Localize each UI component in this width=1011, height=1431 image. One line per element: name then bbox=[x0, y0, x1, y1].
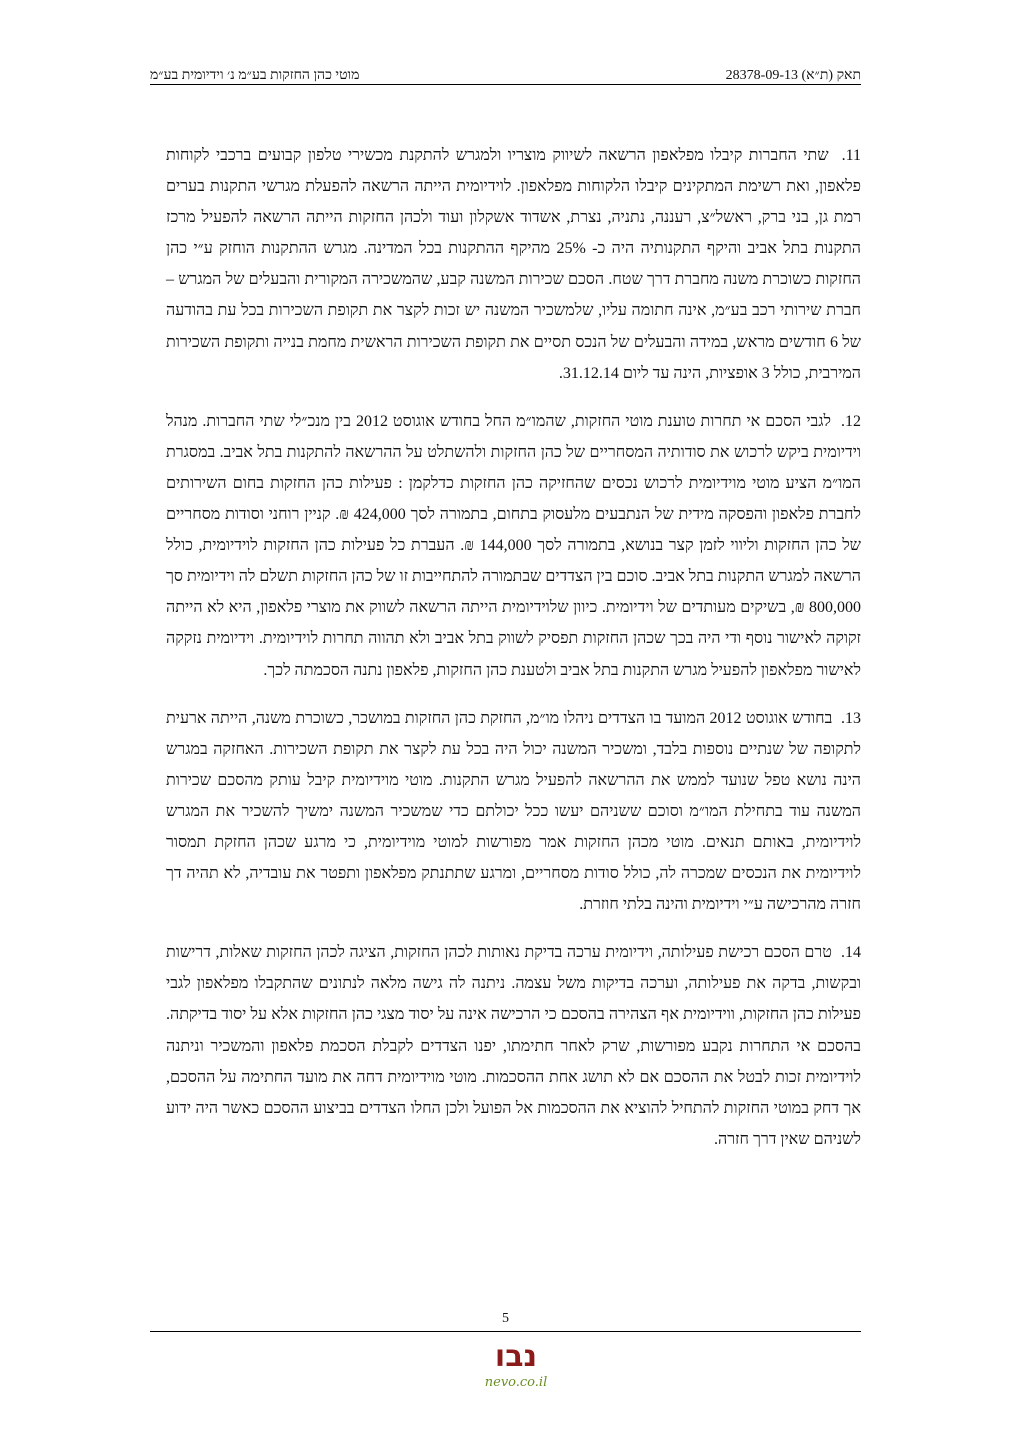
case-title: מוטי כהן החזקות בע״מ נ׳ וידיומית בע״מ bbox=[150, 68, 360, 83]
paragraph-text: טרם הסכם רכישת פעילותה, וידיומית ערכה בדיקת נאותות לכהן החזקות, הציגה לכהן החזקות שאלות, דרישות ובקשות, בדקה את פעילותה, וערכה בדיקות משל עצמה. ניתנה לה גישה מלאה לנתונים שהתקבלו מפלאפון לגבי פעילות כהן החזקות, ווידיומית אף הצהירה בהסכם כי הרכישה אינה על יסוד מצגי כהן החזקות אלא על יסוד בדיקתה. בהסכם אי התחרות נקבע מפורשות, שרק לאחר חתימתו, יפנו הצדדים לקבלת הסכמת פלאפון והמשכיר וניתנה לוידיומית זכות לבטל את ההסכם אם לא תושג אחת ההסכמות. מוטי מוידיומית דחה את מועד החתימה על ההסכם, אך דחק במוטי החזקות להתחיל להוציא את ההסכמות אל הפועל ולכן החלו הצדדים בביצוע ההסכם כאשר היה ידוע לשניהם שאין דרך חזרה. bbox=[166, 944, 861, 1148]
logo-text: nevo.co.il bbox=[484, 1375, 548, 1390]
paragraph-text: לגבי הסכם אי תחרות טוענת מוטי החזקות, שהמו״מ החל בחודש אוגוסט 2012 בין מנכ״לי שתי החברות. מנהל וידיומית ביקש לרכוש את סודותיה המסחריים של כהן החזקות ולהשתלט על ההרשאה להתקנות בתל אביב. במסגרת המו״מ הציע מוטי מוידיומית לרכוש נכסים שהחזיקה כהן החזקות כדלקמן : פעילות כהן החזקות בחום השירותים לחברת פלאפון והפסקה מידית של הנתבעים מלעסוק בתחום, בתמורה לסך 424,000 ₪. קניין רוחני וסודות מסחריים של כהן החזקות וליווי לזמן קצר בנושא, בתמורה לסך 144,000 ₪. העברת כל פעילות כהן החזקות לוידיומית, כולל הרשאה למגרש התקנות בתל אביב. סוכם בין הצדדים שבתמורה להתחייבות זו של כהן החזקות תשלם לה וידיומית סך 800,000 ₪, בשיקים מעותדים של וידיומית. כיוון שלוידיומית הייתה הרשאה לשווק את מוצרי פלאפון, היא לא הייתה זקוקה לאישור נוסף ודי היה בכך שכהן החזקות תפסיק לשווק בתל אביב ולא תהווה תחרות לוידיומית. וידיומית נזקקה לאישור מפלאפון להפעיל מגרש התקנות בתל אביב ולטענת כהן החזקות, פלאפון נתנה הסכמתה לכך. bbox=[166, 412, 862, 679]
paragraph-14 bbox=[166, 937, 861, 1155]
document-body bbox=[166, 140, 861, 1172]
paragraph-text: בחודש אוגוסט 2012 המועד בו הצדדים ניהלו מו״מ, החזקת כהן החזקות במושכר, כשוכרת משנה, הייתה ארעית לתקופה של שנתיים נוספות בלבד, ומשכיר המשנה יכול היה בכל עת לקצר את תקופת השכירות. האחזקה במגרש הינה נושא טפל שנועד לממש את ההרשאה להפעיל מגרש התקנות. מוטי מוידיומית קיבל עותק מהסכם שכירות המשנה עוד בתחילת המו״מ וסוכם ששניהם יעשו ככל יכולתם כדי שמשכיר המשנה ימשיך להשכיר את המגרש לוידיומית, באותם תנאים. מוטי מכהן החזקות אמר מפורשות למוטי מוידיומית, כי מרגע שכהן החזקת תמסור לוידיומית את הנכסים שמכרה לה, כולל סודות מסחריים, ומרגע שתתנתק מפלאפון ותפטר את עובדיה, לא תהיה דך חזרה מהרכישה ע״י וידיומית והינה בלתי חוזרת. bbox=[166, 709, 861, 914]
paragraph-text: שתי החברות קיבלו מפלאפון הרשאה לשיווק מוצריו ולמגרש להתקנת מכשירי טלפון קבועים ברכבי לקוחות פלאפון, ואת רשימת המתקינים קיבלו הלקוחות מפלאפון. לוידיומית הייתה הרשאה להפעלת מגרשי התקנות בערים רמת גן, בני ברק, ראשל״צ, רעננה, נתניה, נצרת, אשדוד אשקלון ועוד ולכהן החזקות הייתה הרשאה להפעיל מרכז התקנות בתל אביב והיקף התקנותיה היה כ- 25% מהיקף ההתקנות בכל המדינה. מגרש ההתקנות הוחזק ע״י כהן החזקות כשוכרת משנה מחברת דרך שטח. הסכם שכירות המשנה קבע, שהמשכירה המקורית והבעלים של המגרש – חברת שירותי רכב בע״מ, אינה חתומה עליו, שלמשכיר המשנה יש זכות לקצר את תקופת השכירות בכל עת בהודעה של 6 חודשים מראש, במידה והבעלים של הנכס תסיים את תקופת השכירות הראשית מחמת בנייה ותקופת השכירות המירבית, כולל 3 אופציות, הינה עד ליום 31.12.14. bbox=[166, 147, 862, 382]
case-number: תאק (ת״א) 28378-09-13 bbox=[725, 68, 861, 83]
nevo-logo bbox=[466, 1334, 566, 1394]
page-number: 5 bbox=[502, 1311, 509, 1326]
paragraph-number: 11. bbox=[841, 147, 862, 164]
paragraph-11 bbox=[166, 140, 861, 389]
paragraph-number: 12. bbox=[841, 412, 862, 430]
paragraph-number: 14. bbox=[841, 944, 861, 962]
page-header bbox=[150, 60, 861, 84]
paragraph-13 bbox=[166, 703, 861, 921]
paragraph-number: 13. bbox=[841, 709, 862, 727]
paragraph-12 bbox=[166, 406, 861, 686]
footer-divider bbox=[150, 1331, 861, 1332]
header-divider bbox=[150, 84, 861, 85]
logo-mark: נבו bbox=[494, 1339, 538, 1374]
